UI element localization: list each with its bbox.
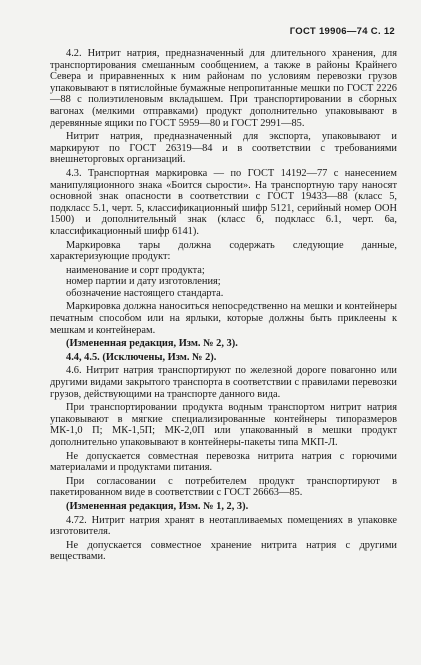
paragraph-joint-transport: Не допускается совместная перевозка нитрита натрия с горючими материалами и продуктами питания. xyxy=(50,450,397,474)
paragraph-4-3: 4.3. Транспортная маркировка — по ГОСТ 14192—77 с нанесением манипуляционного знака «Боится сырости». На транспортную тару наносят основной знак опасности в соответствии с ГОСТ 19433—88 (класс 5, подкласс 5.1, черт. 5, классификационный шифр 5121, серийный номер ООН 1500) и дополнительный знак (класс 6, подкласс 6.1, черт. 6а, классификационный шифр 6141). xyxy=(50,167,397,237)
excluded-note: 4.4, 4.5. (Исключены, Изм. № 2). xyxy=(66,351,217,363)
list-item: номер партии и дату изготовления; xyxy=(66,276,221,288)
paragraph-4-2: 4.2. Нитрит натрия, предназначенный для длительного хранения, для транспортирования смешанным сообщением, а также в районы Крайнего Севера и приравненных к ним районам по условиям перевозки грузов упаковывают в пятислойные бумажные непропитанные мешки по ГОСТ 2226—88 с полиэтиленовым вкладышем. При транспортировании в сборных вагонах (мелкими отправками) продукт дополнительно упаковывают в деревянные ящики по ГОСТ 5959—80 и ГОСТ 2991—85. xyxy=(50,48,397,129)
paragraph-marking-intro: Маркировка тары должна содержать следующие данные, характеризующие продукт: xyxy=(50,239,397,263)
document-body xyxy=(50,48,397,563)
paragraph-water-transport: При транспортировании продукта водным транспортом нитрит натрия упаковывают в мягкие специализированные контейнеры типоразмеров МК-1,0 П; МК-1,5П; МК-2,0П или упакованный в мешки продукт дополнительно упаковывают в контейнеры-пакеты типа МКП-Л. xyxy=(50,402,397,448)
paragraph-4-6: 4.6. Нитрит натрия транспортируют по железной дороге повагонно или другими видами закрытого транспорта в соответствии с правилами перевозки грузов, действующими на транспорте данного вида. xyxy=(50,365,397,400)
paragraph-4-72: 4.72. Нитрит натрия хранят в неотапливаемых помещениях в упаковке изготовителя. xyxy=(50,514,397,538)
list-item: обозначение настоящего стандарта. xyxy=(66,287,224,299)
page-header: ГОСТ 19906—74 С. 12 xyxy=(289,26,395,37)
revision-note: (Измененная редакция, Изм. № 2, 3). xyxy=(66,338,238,350)
list-item: наименование и сорт продукта; xyxy=(66,264,205,276)
paragraph-storage: Не допускается совместное хранение нитрита натрия с другими веществами. xyxy=(50,539,397,563)
paragraph-marking-method: Маркировка должна наноситься непосредственно на мешки и контейнеры печатным способом или на ярлыки, которые должны быть приклеены к мешкам и контейнерам. xyxy=(50,301,397,336)
revision-note: (Измененная редакция, Изм. № 1, 2, 3). xyxy=(66,500,249,512)
paragraph-export: Нитрит натрия, предназначенный для экспорта, упаковывают и маркируют по ГОСТ 26319—84 и в соответствии с требованиями внешнеторговых организаций. xyxy=(50,131,397,166)
paragraph-packaged: При согласовании с потребителем продукт транспортируют в пакетированном виде в соответствии с ГОСТ 26663—85. xyxy=(50,475,397,499)
